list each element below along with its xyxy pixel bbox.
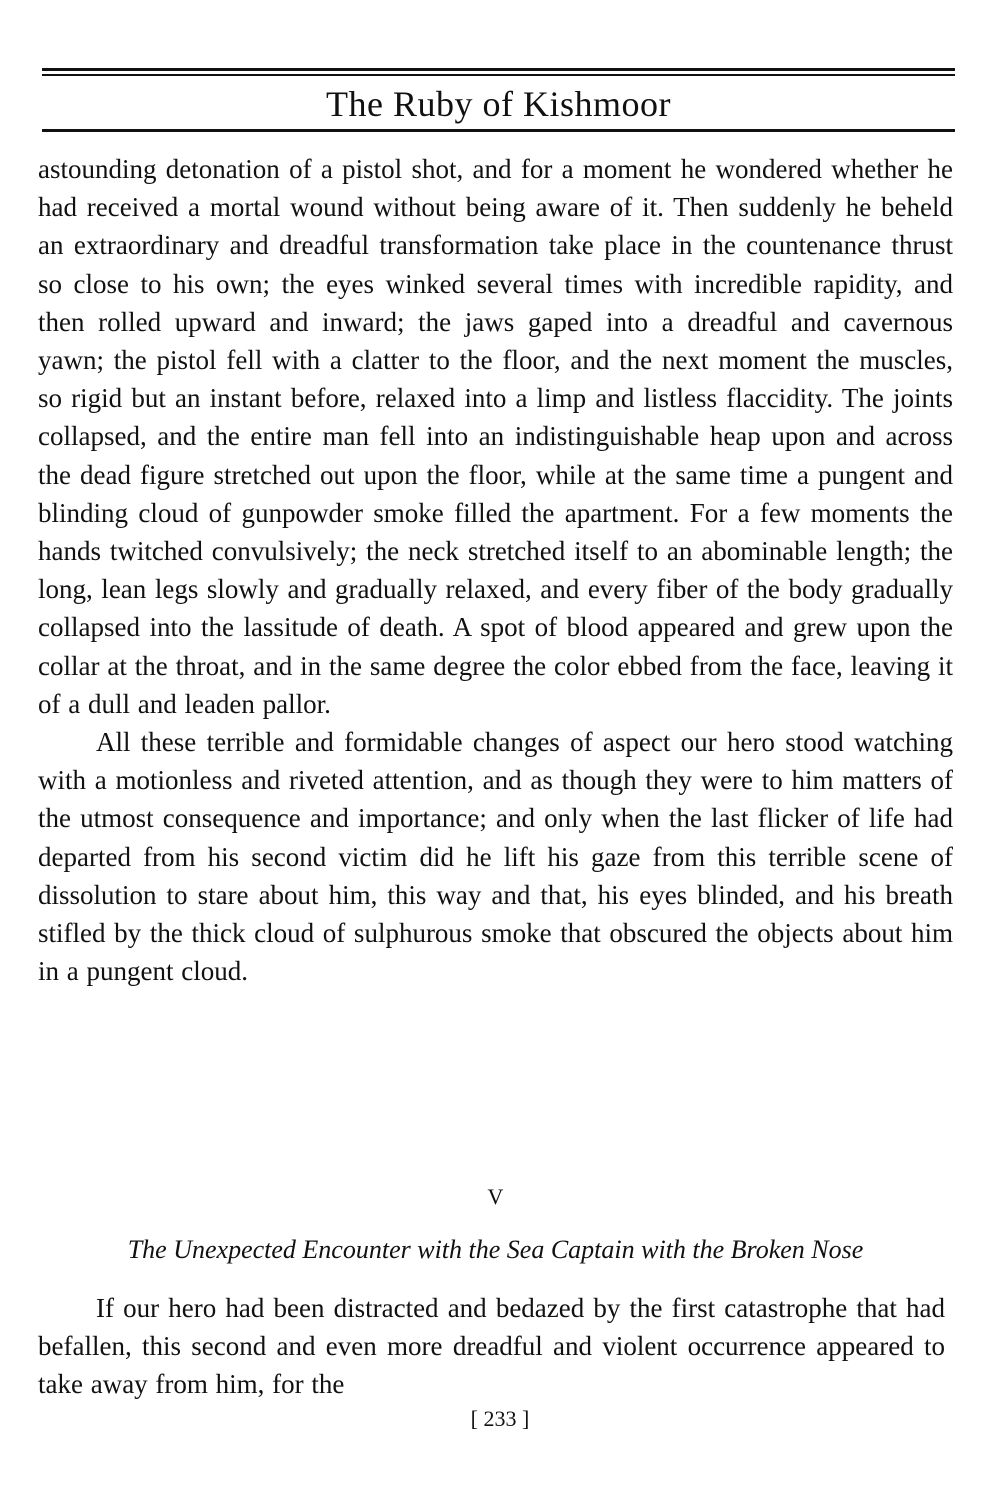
chapter-title: The Unexpected Encounter with the Sea Captain with the Broken Nose (127, 1235, 864, 1264)
paragraph: All these terrible and formidable changes of aspect our hero stood watching with a motionless and riveted attention, and as though they were to him matters of the utmost consequence and importance; and only when the last flicker of life had departed from his second victim did he lift his gaze from this terrible scene of dissolution to stare about him, this way and that, his eyes blinded, and his breath stifled by the thick cloud of sulphurous smoke that obscured the objects about him in a pungent cloud. (38, 727, 953, 987)
paragraph-continued: astounding detonation of a pistol shot, and for a moment he wondered whether he had received a mortal wound without being aware of it. Then suddenly he beheld an extraordinary and dreadful transformation take place in the countenance thrust so close to his own; the eyes winked several times with incredible rapidity, and then rolled upward and inward; the jaws gaped into a dreadful and cavernous yawn; the pistol fell with a clatter to the floor, and the next moment the muscles, so rigid but an instant before, relaxed into a limp and listless flaccidity. The joints collapsed, and the entire man fell into an indistinguishable heap upon and across the dead figure stretched out upon the floor, while at the same time a pungent and blinding cloud of gunpowder smoke filled the apartment. For a few moments the hands twitched convulsively; the neck stretched itself to an abominable length; the long, lean legs slowly and gradually relaxed, and every fiber of the body gradually collapsed into the lassitude of death. A spot of blood appeared and grew upon the collar at the throat, and in the same degree the color ebbed from the face, leaving it of a dull and leaden pallor. (38, 154, 953, 719)
running-head: The Ruby of Kishmoor (326, 84, 671, 124)
body-text (38, 150, 953, 990)
page-number: [ 233 ] (470, 1406, 530, 1431)
header-rule-top (42, 68, 955, 71)
paragraph: If our hero had been distracted and bedazed by the first catastrophe that had befallen, this second and even more dreadful and violent occurrence appeared to take away from him, for the (38, 1293, 945, 1400)
chapter-number: V (487, 1184, 504, 1209)
chapter-body-text (38, 1289, 945, 1404)
header-rule-bottom (42, 129, 955, 132)
header-rule-top-inner (42, 74, 955, 76)
